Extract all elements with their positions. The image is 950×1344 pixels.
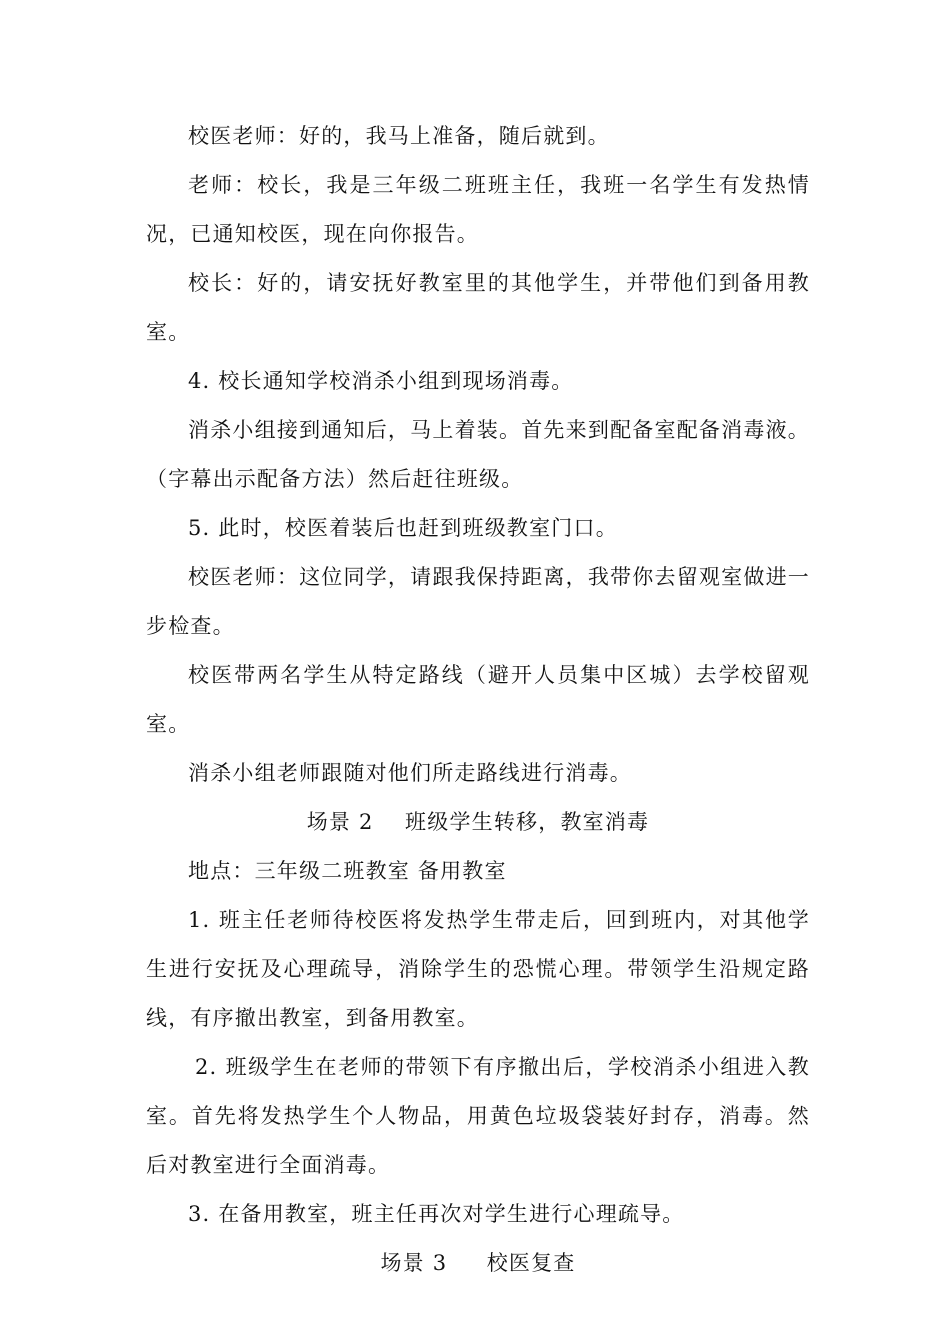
paragraph-step-4: 4. 校长通知学校消杀小组到现场消毒。 xyxy=(188,369,574,393)
paragraph-school-doctor-instruction: 校医老师：这位同学，请跟我保持距离，我带你去留观室做进一步检查。 xyxy=(146,565,810,638)
paragraph-principal-reply: 校长：好的，请安抚好教室里的其他学生，并带他们到备用教室。 xyxy=(146,271,810,344)
scene-2-step-1: 1. 班主任老师待校医将发热学生带走后，回到班内，对其他学生进行安抚及心理疏导，消除学生的恐慌心理。带领学生沿规定路线，有序撤出教室，到备用教室。 xyxy=(146,908,810,1030)
scene-2-location: 地点：三年级二班教室 备用教室 xyxy=(188,859,507,883)
scene-3-heading: 场景 3 校医复查 xyxy=(380,1251,576,1275)
scene-2-heading: 场景 2 班级学生转移，教室消毒 xyxy=(306,810,650,834)
paragraph-step-5: 5. 此时，校医着装后也赶到班级教室门口。 xyxy=(188,516,618,540)
paragraph-disinfection-team: 消杀小组接到通知后，马上着装。首先来到配备室配备消毒液。（字幕出示配备方法）然后赶往班级。 xyxy=(146,418,810,491)
scene-2-step-3: 3. 在备用教室，班主任再次对学生进行心理疏导。 xyxy=(188,1202,685,1226)
paragraph-school-doctor-reply: 校医老师：好的，我马上准备，随后就到。 xyxy=(188,124,610,148)
paragraph-teacher-report: 老师：校长，我是三年级二班班主任，我班一名学生有发热情况，已通知校医，现在向你报告。 xyxy=(146,173,810,246)
paragraph-route-disinfection: 消杀小组老师跟随对他们所走路线进行消毒。 xyxy=(188,761,632,785)
paragraph-route: 校医带两名学生从特定路线（避开人员集中区城）去学校留观室。 xyxy=(146,663,810,736)
document-body xyxy=(146,112,810,1288)
scene-2-step-2: 2. 班级学生在老师的带领下有序撤出后，学校消杀小组进入教室。首先将发热学生个人物品，用黄色垃圾袋装好封存，消毒。然后对教室进行全面消毒。 xyxy=(146,1055,810,1177)
